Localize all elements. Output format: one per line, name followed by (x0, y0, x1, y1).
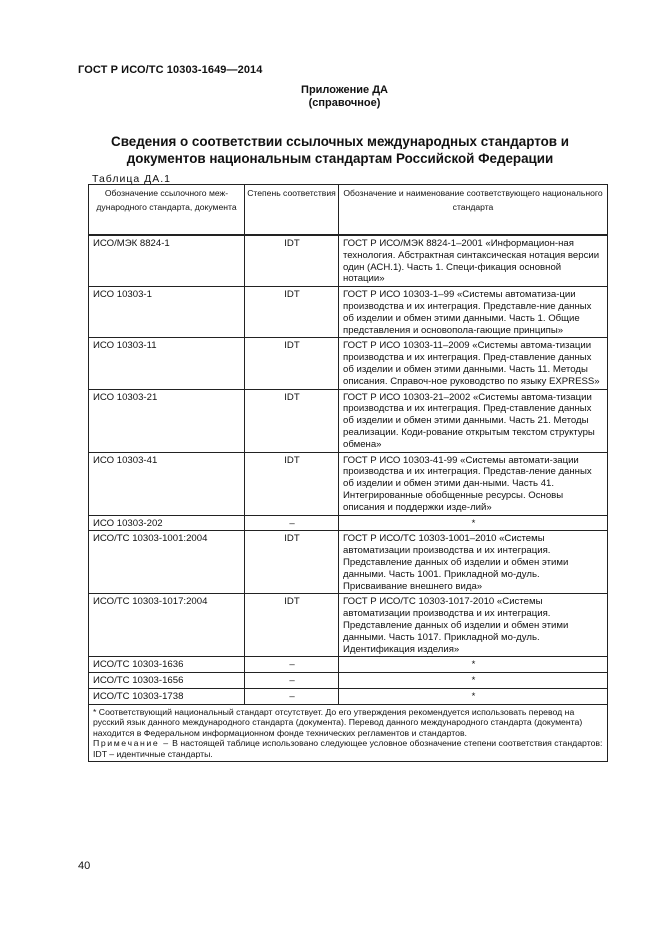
table-row (89, 688, 608, 704)
cell-ref: ИСО/ТС 10303-1001:2004 (89, 531, 245, 594)
header-ref-standard: Обозначение ссылочного меж-дународного стандарта, документа (89, 185, 245, 236)
table-row (89, 287, 608, 338)
cell-national: ГОСТ Р ИСО 10303-21–2002 «Системы автома-тизации производства и их интеграция. Пред-ставление данных об изделии и обмен этими данными. Часть 21. Методы реализации. Коди-рование открытым текстом структуры обмена» (339, 389, 608, 452)
cell-ref: ИСО/МЭК 8824-1 (89, 235, 245, 287)
cell-national: ГОСТ Р ИСО 10303-11–2009 «Системы автома-тизации производства и их интеграция. Пред-ставление данных об изделии и обмен этими данными. Часть 11. Методы описания. Справоч-ное руководство по языку EXPRESS» (339, 338, 608, 389)
footnote-text: * Соответствующий национальный стандарт отсутствует. До его утверждения рекомендуется использовать перевод на русский язык данного международного стандарта (документа). Перевод данного международного стандарта (документа) находится в Федеральном информационном фонде технических регламентов и стандартов. (93, 706, 583, 738)
table-header-row (89, 185, 608, 236)
table-footnote (89, 704, 608, 761)
cell-national: * (339, 688, 608, 704)
cell-ref: ИСО 10303-11 (89, 338, 245, 389)
cell-national: * (339, 657, 608, 673)
table-caption: Таблица ДА.1 (92, 173, 171, 185)
correspondence-table (88, 184, 608, 762)
cell-degree: IDT (245, 338, 339, 389)
cell-degree: – (245, 688, 339, 704)
cell-national: ГОСТ Р ИСО/МЭК 8824-1–2001 «Информацион-ная технология. Абстрактная синтаксическая нотация версии один (АСН.1). Часть 1. Специ-фикация основной нотации» (339, 235, 608, 287)
cell-ref: ИСО 10303-1 (89, 287, 245, 338)
cell-ref: ИСО/ТС 10303-1017:2004 (89, 594, 245, 657)
cell-national: * (339, 673, 608, 689)
cell-national: ГОСТ Р ИСО 10303-1–99 «Системы автоматиза-ции производства и их интеграция. Представле-ние данных об изделии и обмен этими данными. Часть 1. Общие представления и основопола-гающие принципы» (339, 287, 608, 338)
cell-degree: IDT (245, 287, 339, 338)
cell-national: ГОСТ Р ИСО 10303-41-99 «Системы автомати-зации производства и их интеграция. Представ-ление данных об изделии и обмен этими дан-ными. Часть 41. Интегрированные обобщенные ресурсы. Основы описания и поддержки изде-лий» (339, 452, 608, 515)
note-text: В настоящей таблице использовано следующее условное обозначение степени соответствия стандартов: (172, 738, 603, 749)
table-row (89, 389, 608, 452)
title-line-2: документов национальным стандартам Российской Федерации (126, 151, 554, 166)
cell-degree: IDT (245, 594, 339, 657)
cell-ref: ИСО 10303-41 (89, 452, 245, 515)
table-row (89, 673, 608, 689)
table-row (89, 235, 608, 287)
table-row (89, 452, 608, 515)
annex-subtitle: (справочное) (308, 97, 381, 109)
cell-degree: – (245, 673, 339, 689)
page-title (90, 133, 590, 167)
cell-ref: ИСО/ТС 10303-1738 (89, 688, 245, 704)
cell-ref: ИСО/ТС 10303-1636 (89, 657, 245, 673)
cell-ref: ИСО 10303-21 (89, 389, 245, 452)
table-row (89, 531, 608, 594)
table-row (89, 515, 608, 531)
cell-degree: – (245, 515, 339, 531)
table-row (89, 594, 608, 657)
annex-title: Приложение ДА (301, 84, 388, 96)
table-footnote-row (89, 704, 608, 761)
header-national-standard: Обозначение и наименование соответствующего национального стандарта (339, 185, 608, 236)
title-line-1: Сведения о соответствии ссылочных международных стандартов и (111, 134, 569, 149)
note-label: Примечание – (93, 738, 170, 749)
note-idt: IDT – идентичные стандарты. (93, 749, 213, 760)
cell-ref: ИСО 10303-202 (89, 515, 245, 531)
cell-degree: IDT (245, 531, 339, 594)
annex-heading (0, 84, 661, 110)
cell-degree: IDT (245, 235, 339, 287)
cell-degree: – (245, 657, 339, 673)
table-row (89, 657, 608, 673)
cell-ref: ИСО/ТС 10303-1656 (89, 673, 245, 689)
cell-degree: IDT (245, 452, 339, 515)
standard-code: ГОСТ Р ИСО/ТС 10303-1649—2014 (78, 64, 263, 76)
table-note (93, 738, 604, 749)
cell-degree: IDT (245, 389, 339, 452)
table-row (89, 338, 608, 389)
cell-national: ГОСТ Р ИСО/ТС 10303-1017-2010 «Системы автоматизации производства и их интеграция. Представление данных об изделии и обмен этими данными. Часть 1017. Прикладной мо-дуль. Идентификация изделия» (339, 594, 608, 657)
header-degree: Степень соответствия (245, 185, 339, 236)
page-number: 40 (78, 860, 91, 872)
cell-national: ГОСТ Р ИСО/ТС 10303-1001–2010 «Системы автоматизации производства и их интеграция. Представление данных об изделии и обмен этими данными. Часть 1001. Прикладной мо-дуль. Присваивание внешнего вида» (339, 531, 608, 594)
cell-national: * (339, 515, 608, 531)
